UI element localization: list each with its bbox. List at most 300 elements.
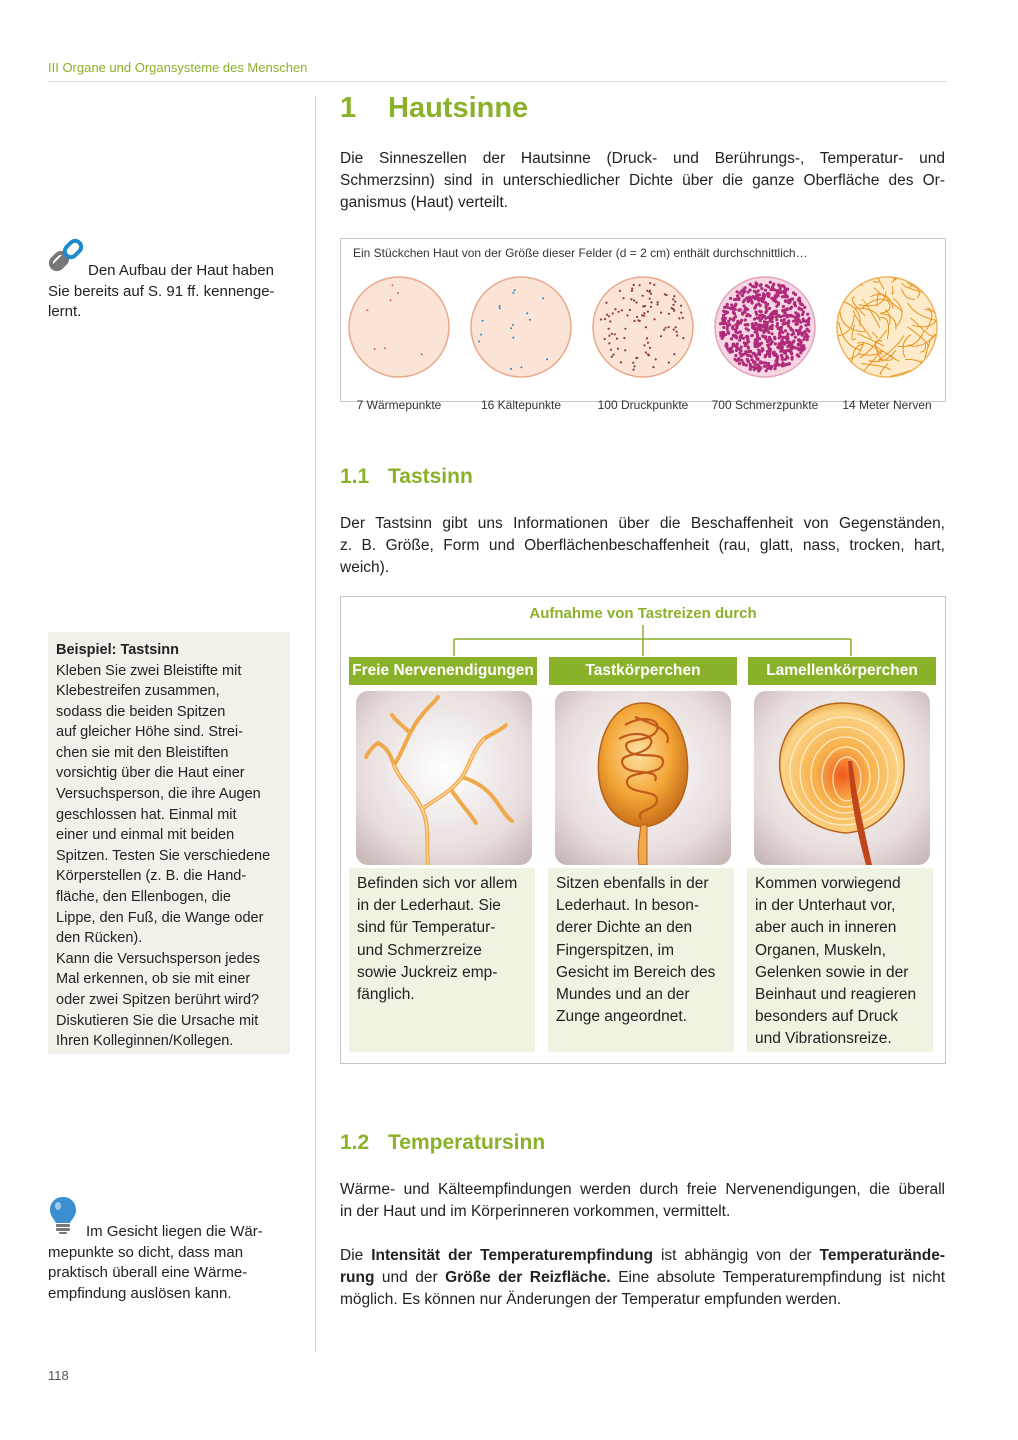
density-dot <box>680 305 682 307</box>
density-dot <box>802 348 805 351</box>
density-dot <box>397 292 399 294</box>
density-dot <box>762 292 765 295</box>
density-dot <box>786 308 789 311</box>
density-dot <box>653 284 655 286</box>
density-dot <box>802 344 805 347</box>
density-dot <box>609 320 611 322</box>
text-line: Wärme- und Kälteempfindungen werden durch freie Nervenendigungen, die überall <box>340 1181 945 1198</box>
density-dot <box>790 348 793 351</box>
density-dot <box>629 309 631 311</box>
density-dot <box>657 301 659 303</box>
density-dot <box>749 289 752 292</box>
density-dot <box>736 331 739 334</box>
nerve-fiber <box>860 375 871 379</box>
density-dot <box>798 319 801 322</box>
density-dot <box>778 291 781 294</box>
density-dot <box>736 347 739 350</box>
density-dot <box>725 311 728 314</box>
text-line: aber auch in inneren <box>755 919 897 937</box>
density-dot <box>735 344 738 347</box>
text-line: Kann die Versuchsperson jedes <box>56 950 260 967</box>
density-dot <box>606 314 608 316</box>
density-dot <box>729 348 732 351</box>
density-dot <box>620 361 622 363</box>
density-dot <box>650 301 652 303</box>
density-dot <box>797 338 800 341</box>
density-dot <box>739 308 742 311</box>
density-dot <box>655 358 657 360</box>
density-dot <box>738 362 741 365</box>
intro-line: Schmerzsinn) sind in unterschiedlicher Dichte über die ganze Oberfläche des Or- <box>340 172 945 189</box>
heading-tactile-corpuscles: Tastkörperchen <box>549 657 737 685</box>
density-dot <box>610 349 612 351</box>
density-dot <box>769 319 772 322</box>
density-dot <box>619 290 621 292</box>
density-dot <box>480 334 482 336</box>
density-dot <box>773 337 776 340</box>
section-1-2-paragraph-2 <box>340 1245 945 1311</box>
density-dot <box>668 326 670 328</box>
density-dot <box>744 318 747 321</box>
text-line: oder zwei Spitzen berührt wird? <box>56 992 260 1008</box>
density-dot <box>756 363 759 366</box>
density-dot <box>746 335 749 338</box>
density-dot <box>750 358 753 361</box>
density-dot <box>632 362 634 364</box>
branch-connector <box>341 597 945 659</box>
density-dot <box>767 364 770 367</box>
density-dot <box>762 361 765 364</box>
density-dot <box>642 305 644 307</box>
density-dot <box>759 284 762 287</box>
density-dot <box>529 319 531 321</box>
density-dot <box>761 347 764 350</box>
density-dot <box>611 356 613 358</box>
note-line: empfindung auslösen kann. <box>48 1284 232 1302</box>
density-dot <box>600 318 602 320</box>
density-dot <box>775 318 778 321</box>
density-dot <box>635 301 637 303</box>
density-dot <box>744 286 747 289</box>
text-line: und Schmerzreize <box>357 941 482 959</box>
section-number: 1 <box>340 92 357 124</box>
density-dot <box>478 341 480 343</box>
density-dot <box>682 337 684 339</box>
circle-label: 700 Schmerzpunkte <box>711 398 819 412</box>
density-dot <box>764 355 767 358</box>
nerve-fiber <box>914 275 929 282</box>
text-line: Fingerspitzen, im <box>556 941 675 959</box>
density-dot <box>797 333 800 336</box>
density-dot <box>512 324 514 326</box>
density-dot <box>746 359 749 362</box>
intro-line: ganismus (Haut) verteilt. <box>340 194 508 211</box>
density-dot <box>421 353 423 355</box>
density-dot <box>636 316 638 318</box>
density-dot <box>649 347 651 349</box>
density-dot <box>773 367 776 370</box>
density-dot <box>802 338 805 341</box>
density-dot <box>726 346 729 349</box>
density-dot <box>784 299 787 302</box>
section-1-heading <box>340 92 528 125</box>
density-dot <box>675 326 677 328</box>
density-dot <box>649 290 651 292</box>
running-header: III Organe und Organsysteme des Menschen <box>48 60 308 75</box>
emphasis-temperature-change-end: rung <box>340 1269 375 1286</box>
density-dot <box>797 298 800 301</box>
density-dot <box>780 354 783 357</box>
density-dot <box>605 302 607 304</box>
density-dot <box>646 337 648 339</box>
density-dot <box>786 345 789 348</box>
density-dot <box>722 326 725 329</box>
density-dot <box>790 351 793 354</box>
example-body <box>56 661 282 1052</box>
density-dot <box>632 369 634 371</box>
density-dot <box>768 336 771 339</box>
density-dot <box>768 352 771 355</box>
density-dot <box>392 284 394 286</box>
density-dot <box>768 293 771 296</box>
density-dot <box>765 309 768 312</box>
column-divider <box>315 96 316 1352</box>
density-dot <box>801 334 804 337</box>
density-dot <box>800 308 803 311</box>
density-dot <box>751 326 754 329</box>
example-box <box>48 632 290 1054</box>
density-dot <box>721 322 724 325</box>
touch-receptor-figure <box>340 596 946 1064</box>
nerve-fiber <box>866 378 882 379</box>
text-line: sodass die beiden Spitzen <box>56 703 226 720</box>
density-dot <box>499 305 501 307</box>
density-dot <box>780 363 783 366</box>
density-dot <box>760 317 763 320</box>
header-divider <box>48 81 946 82</box>
density-dot <box>665 327 667 329</box>
density-dot <box>734 308 737 311</box>
density-dot <box>778 331 781 334</box>
density-dot <box>721 317 724 320</box>
density-dot <box>743 304 746 307</box>
text-line: Sitzen ebenfalls in der <box>556 875 709 892</box>
density-dot <box>774 342 777 345</box>
emphasis-intensity: Intensität der Temperaturempfindung <box>371 1247 653 1264</box>
density-dot <box>754 339 757 342</box>
density-dot <box>765 369 768 372</box>
note-line: Den Aufbau der Haut haben <box>88 262 274 279</box>
density-dot <box>783 321 786 324</box>
density-dot <box>792 332 795 335</box>
density-dot <box>736 290 739 293</box>
density-dot <box>795 329 798 332</box>
circle-label: 16 Kältepunkte <box>480 398 562 412</box>
density-dot <box>512 292 514 294</box>
density-dot <box>784 358 787 361</box>
density-dot <box>652 366 654 368</box>
density-dot <box>756 357 759 360</box>
density-dot <box>805 334 808 337</box>
density-dot <box>804 324 807 327</box>
text-line: Lippe, den Fuß, die Wange oder <box>56 909 264 926</box>
circle-cold <box>461 275 581 412</box>
section-number: 1.1 <box>340 465 370 488</box>
density-dot <box>726 324 729 327</box>
density-dot <box>758 353 761 356</box>
density-dot <box>753 368 756 371</box>
density-dot <box>789 327 792 330</box>
density-dot <box>804 330 807 333</box>
density-dot <box>647 311 649 313</box>
density-dot <box>660 335 662 337</box>
density-dot <box>792 320 795 323</box>
text-line: einer und einmal mit beiden <box>56 827 235 844</box>
density-dot <box>604 338 606 340</box>
density-dot <box>746 313 749 316</box>
page-number: 118 <box>48 1368 69 1383</box>
text-line: auf gleicher Höhe sind. Strei- <box>56 724 243 741</box>
density-dot <box>782 342 785 345</box>
density-dot <box>731 306 734 309</box>
density-dot <box>682 317 684 319</box>
density-dot <box>754 310 757 313</box>
density-dot <box>779 315 782 318</box>
density-dot <box>542 297 544 299</box>
density-dot <box>734 315 737 318</box>
text-line: z. B. Größe, Form und Oberflächenbeschaffenheit (rau, glatt, nass, trocken, hart, <box>340 537 945 554</box>
density-dot <box>499 307 501 309</box>
density-dot <box>663 329 665 331</box>
cold-points-circle <box>469 275 573 379</box>
heading-lamellar-corpuscles: Lamellenkörperchen <box>748 657 936 685</box>
density-dot <box>649 298 651 300</box>
density-dot <box>756 336 759 339</box>
text-line <box>340 1245 945 1267</box>
density-dot <box>745 342 748 345</box>
density-dot <box>782 305 785 308</box>
density-dot <box>641 314 643 316</box>
density-dot <box>731 325 734 328</box>
nerve-fiber <box>915 373 931 379</box>
figure-title: Aufnahme von Tastreizen durch <box>529 605 757 622</box>
density-dot <box>510 368 512 370</box>
text-run: Eine absolute Temperaturempfindung ist nicht <box>610 1269 945 1286</box>
density-dot <box>767 331 770 334</box>
density-dot <box>520 366 522 368</box>
text-line: Mal erkennen, ob sie mit einer <box>56 971 251 988</box>
density-dot <box>778 336 781 339</box>
density-dot <box>758 343 761 346</box>
text-line: in der Lederhaut. Sie <box>357 897 501 915</box>
density-dot <box>741 294 744 297</box>
text-line: Kleben Sie zwei Bleistifte mit <box>56 662 242 679</box>
text-line <box>340 1267 945 1289</box>
density-dot <box>633 320 635 322</box>
density-dot <box>773 354 776 357</box>
text-line: fänglich. <box>357 986 415 1004</box>
density-dot <box>676 331 678 333</box>
nerve-fiber <box>921 361 935 378</box>
density-dot <box>757 317 760 320</box>
density-dot <box>780 328 783 331</box>
density-dot <box>775 296 778 299</box>
text-line: Gelenken sowie in der <box>755 963 909 981</box>
density-dot <box>768 307 771 310</box>
density-dot <box>624 349 626 351</box>
density-dot <box>797 343 800 346</box>
text-line: sowie Juckreiz emp- <box>357 963 498 981</box>
text-run: ist abhängig von der <box>653 1247 820 1264</box>
nerve-fiber <box>835 360 836 366</box>
density-dot <box>747 345 750 348</box>
nerve-fiber <box>923 366 931 379</box>
density-dot <box>778 344 781 347</box>
section-title: Tastsinn <box>388 465 473 488</box>
density-dot <box>758 368 761 371</box>
density-dot <box>734 303 737 306</box>
density-dot <box>791 356 794 359</box>
density-dot <box>769 342 772 345</box>
density-dot <box>727 332 730 335</box>
section-title: Temperatursinn <box>388 1131 546 1154</box>
density-dot <box>749 350 752 353</box>
density-dot <box>801 313 804 316</box>
text-line: Klebestreifen zusammen, <box>56 683 220 700</box>
density-dot <box>794 336 797 339</box>
emphasis-stimulus-area: Größe der Reizfläche. <box>445 1269 611 1286</box>
density-dot <box>745 327 748 330</box>
text-line: Zunge angeordnet. <box>556 1008 687 1026</box>
density-dot <box>781 336 784 339</box>
density-dot <box>787 363 790 366</box>
density-dot <box>763 365 766 368</box>
emphasis-temperature-change: Temperaturände- <box>819 1247 945 1264</box>
density-dot <box>618 311 620 313</box>
free-nerve-endings-text <box>349 868 535 1052</box>
text-line: möglich. Es können nur Änderungen der Temperatur empfunden werden. <box>340 1291 842 1308</box>
density-dot <box>741 311 744 314</box>
density-dot <box>614 308 616 310</box>
text-line: chen sie mit den Bleistiften <box>56 744 229 761</box>
density-dot <box>752 285 755 288</box>
density-dot <box>732 334 735 337</box>
density-dot <box>790 345 793 348</box>
density-dot <box>779 285 782 288</box>
density-dot <box>765 306 768 309</box>
density-dot <box>743 290 746 293</box>
note-line: lernt. <box>48 303 82 320</box>
density-dot <box>608 335 610 337</box>
density-dot <box>740 334 743 337</box>
text-line: Kommen vorwiegend <box>755 875 901 892</box>
density-dot <box>791 298 794 301</box>
density-dot <box>802 318 805 321</box>
density-dot <box>764 289 767 292</box>
figure-intro: Ein Stückchen Haut von der Größe dieser Felder (d = 2 cm) enthält durchschnittlich… <box>353 246 808 260</box>
density-dot <box>617 348 619 350</box>
density-dot <box>756 296 759 299</box>
density-dot <box>647 353 649 355</box>
pressure-points-circle <box>591 275 695 379</box>
density-dot <box>766 303 769 306</box>
density-dot <box>757 302 760 305</box>
density-dot <box>631 290 633 292</box>
density-dot <box>757 349 760 352</box>
density-dot <box>784 295 787 298</box>
density-dot <box>727 320 730 323</box>
text-line: besonders auf Druck <box>755 1008 899 1026</box>
density-dot <box>788 300 791 303</box>
sidebar-tip-note <box>48 1222 298 1304</box>
density-dot <box>760 324 763 327</box>
density-dot <box>366 309 368 311</box>
density-dot <box>631 288 633 290</box>
text-line: Körperstellen (z. B. die Hand- <box>56 868 247 885</box>
density-dot <box>672 304 674 306</box>
density-dot <box>803 306 806 309</box>
density-dot <box>747 354 750 357</box>
density-dot <box>608 315 610 317</box>
warm-points-circle <box>347 275 451 379</box>
nerves-circle <box>835 275 939 379</box>
density-dot <box>760 287 763 290</box>
density-dot <box>780 319 783 322</box>
text-line: und Vibrationsreize. <box>755 1030 892 1048</box>
density-dot <box>604 318 606 320</box>
density-dot <box>643 344 645 346</box>
density-dot <box>800 325 803 328</box>
density-dot <box>798 329 801 332</box>
circle-label: 14 Meter Nerven <box>842 398 932 412</box>
density-dot <box>774 364 777 367</box>
nerve-fiber <box>855 376 875 379</box>
note-line: Im Gesicht liegen die Wär- <box>86 1223 263 1240</box>
density-dot <box>636 357 638 359</box>
density-dot <box>799 351 802 354</box>
density-dot <box>801 303 804 306</box>
circle-warm <box>339 275 459 412</box>
text-run: Die <box>340 1247 372 1264</box>
text-line: Gesicht im Bereich des <box>556 963 716 981</box>
density-dot <box>771 316 774 319</box>
density-dot <box>764 337 767 340</box>
density-dot <box>622 297 624 299</box>
density-dot <box>374 348 376 350</box>
text-line: in der Haut und im Körperinneren vorkommen, vermittelt. <box>340 1203 731 1220</box>
density-dot <box>786 349 789 352</box>
text-line: Ihren Kolleginnen/Kollegen. <box>56 1033 234 1050</box>
density-dot <box>793 301 796 304</box>
tactile-corpuscles-text <box>548 868 734 1052</box>
density-dot <box>753 363 756 366</box>
circle-label: 7 Wärmepunkte <box>356 398 442 412</box>
density-dot <box>642 295 644 297</box>
density-dot <box>650 306 652 308</box>
free-nerve-endings-illustration <box>356 691 532 865</box>
density-dot <box>771 332 774 335</box>
density-dot <box>799 341 802 344</box>
density-dot <box>785 341 788 344</box>
density-dot <box>753 296 756 299</box>
nerve-fiber <box>835 275 853 289</box>
density-dot <box>780 339 783 342</box>
density-dot <box>796 314 799 317</box>
density-dot <box>660 312 662 314</box>
density-dot <box>678 317 680 319</box>
density-dot <box>737 357 740 360</box>
text-line: in der Unterhaut vor, <box>755 897 896 915</box>
